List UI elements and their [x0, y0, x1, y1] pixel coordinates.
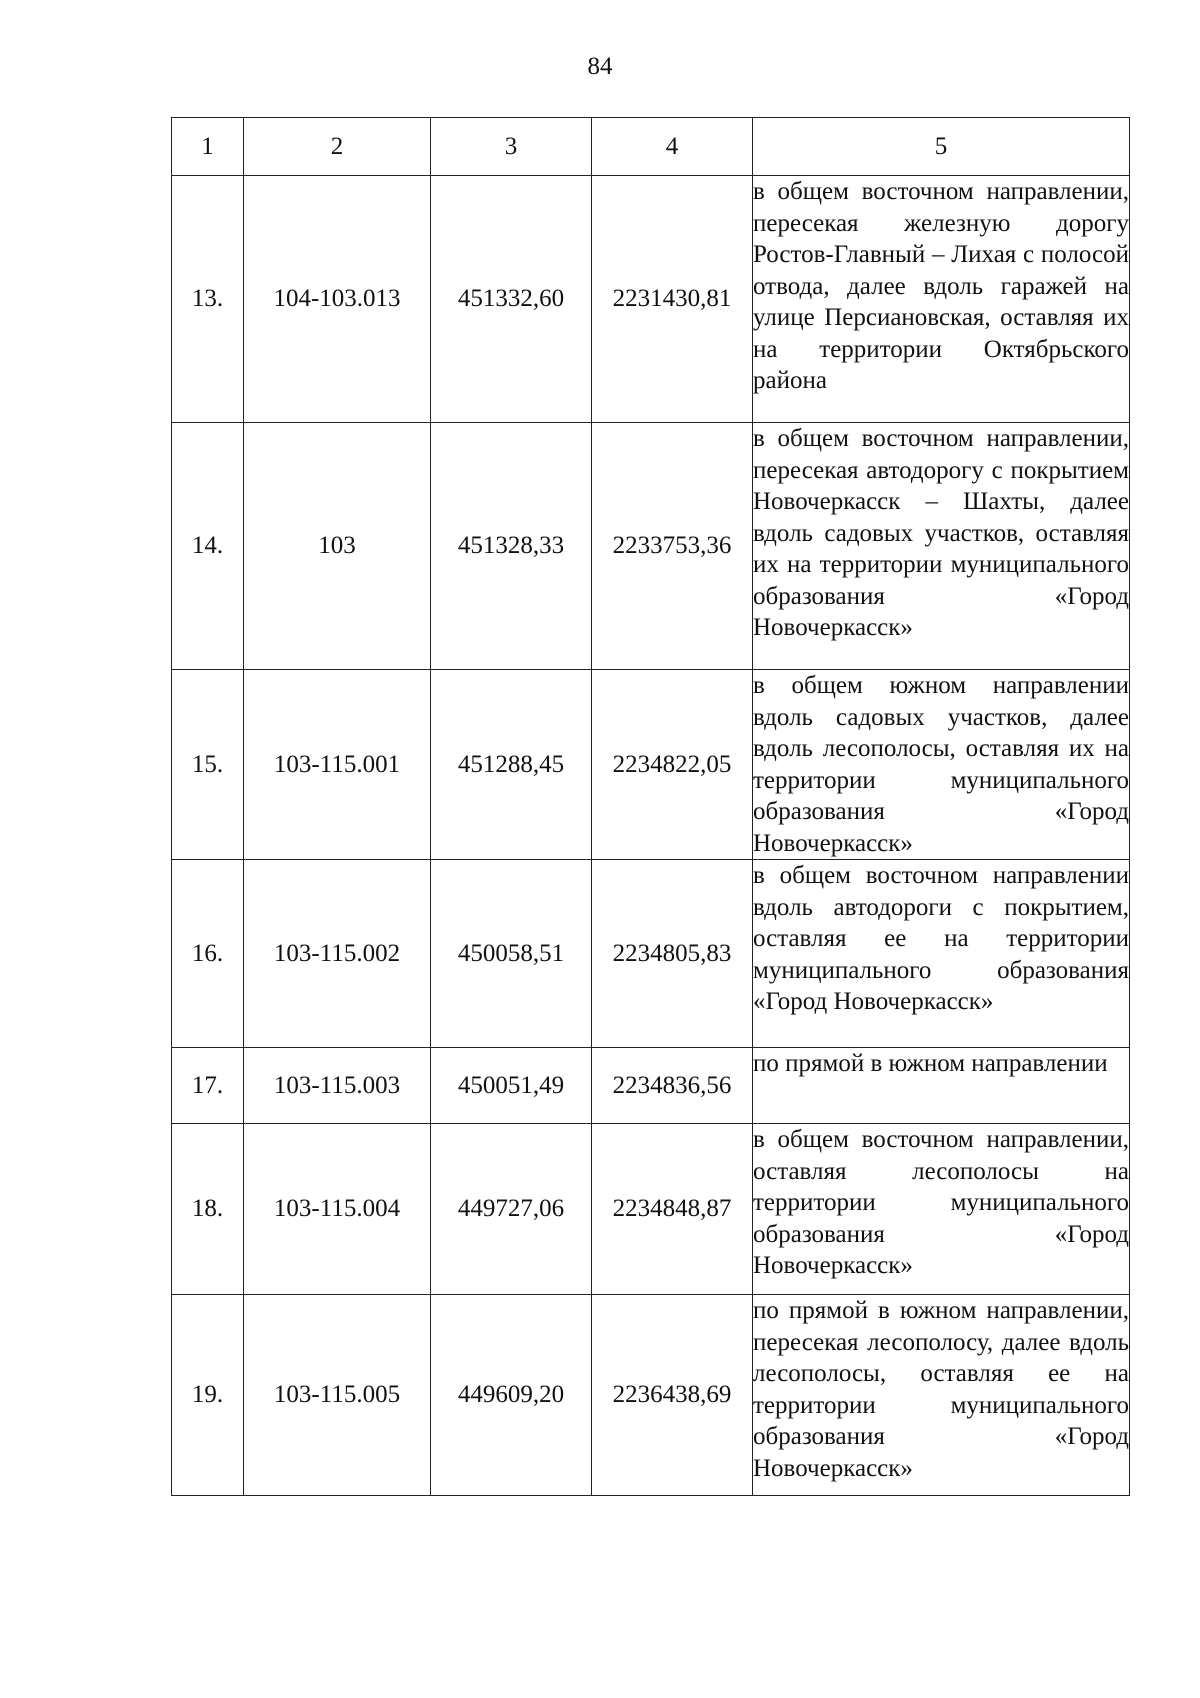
column-header-2: 2 — [244, 118, 431, 176]
table-row — [172, 670, 1130, 860]
coordinate-x: 451328,33 — [431, 423, 592, 670]
table-row — [172, 423, 1130, 670]
column-header-3: 3 — [431, 118, 592, 176]
boundary-description: по прямой в южном направлении — [753, 1048, 1130, 1124]
point-code: 103-115.004 — [244, 1124, 431, 1295]
coordinate-x: 450051,49 — [431, 1048, 592, 1124]
row-number: 16. — [172, 860, 244, 1048]
coordinate-x: 449727,06 — [431, 1124, 592, 1295]
point-code: 103-115.003 — [244, 1048, 431, 1124]
row-number: 15. — [172, 670, 244, 860]
boundary-description: в общем южном направлении вдоль садовых участков, далее вдоль лесополосы, оставляя их на территории муниципального образования «Город Новочеркасск» — [753, 670, 1130, 860]
point-code: 103-115.005 — [244, 1295, 431, 1496]
row-number: 17. — [172, 1048, 244, 1124]
row-number: 19. — [172, 1295, 244, 1496]
coordinate-y: 2234822,05 — [592, 670, 753, 860]
table-row — [172, 860, 1130, 1048]
coordinate-x: 450058,51 — [431, 860, 592, 1048]
boundary-description: в общем восточном направлении, оставляя лесополосы на территории муниципального образования «Город Новочеркасск» — [753, 1124, 1130, 1295]
table-row — [172, 1295, 1130, 1496]
row-number: 13. — [172, 176, 244, 423]
coordinate-x: 449609,20 — [431, 1295, 592, 1496]
coordinate-y: 2231430,81 — [592, 176, 753, 423]
boundary-description: в общем восточном направлении, пересекая железную дорогу Ростов-Главный – Лихая с полосой отвода, далее вдоль гаражей на улице Персиановская, оставляя их на территории Октябрьского района — [753, 176, 1130, 423]
coordinate-y: 2234848,87 — [592, 1124, 753, 1295]
table-header-row — [172, 118, 1130, 176]
page-number: 84 — [587, 53, 613, 80]
coordinate-y: 2234836,56 — [592, 1048, 753, 1124]
boundary-description: по прямой в южном направлении, пересекая лесополосу, далее вдоль лесополосы, оставляя ее на территории муниципального образования «Город Новочеркасск» — [753, 1295, 1130, 1496]
table-row — [172, 176, 1130, 423]
row-number: 14. — [172, 423, 244, 670]
point-code: 103-115.002 — [244, 860, 431, 1048]
column-header-1: 1 — [172, 118, 244, 176]
coordinate-y: 2234805,83 — [592, 860, 753, 1048]
table-row — [172, 1124, 1130, 1295]
column-header-4: 4 — [592, 118, 753, 176]
boundary-description: в общем восточном направлении, пересекая автодорогу с покрытием Новочеркасск – Шахты, далее вдоль садовых участков, оставляя их на территории муниципального образования «Город Новочеркасск» — [753, 423, 1130, 670]
column-header-5: 5 — [753, 118, 1130, 176]
point-code: 104-103.013 — [244, 176, 431, 423]
coordinate-y: 2236438,69 — [592, 1295, 753, 1496]
boundary-table — [171, 117, 1130, 1496]
point-code: 103-115.001 — [244, 670, 431, 860]
row-number: 18. — [172, 1124, 244, 1295]
coordinate-x: 451288,45 — [431, 670, 592, 860]
boundary-description: в общем восточном направлении вдоль автодороги с покрытием, оставляя ее на территории муниципального образования «Город Новочеркасск» — [753, 860, 1130, 1048]
point-code: 103 — [244, 423, 431, 670]
table-row — [172, 1048, 1130, 1124]
coordinate-y: 2233753,36 — [592, 423, 753, 670]
coordinate-x: 451332,60 — [431, 176, 592, 423]
